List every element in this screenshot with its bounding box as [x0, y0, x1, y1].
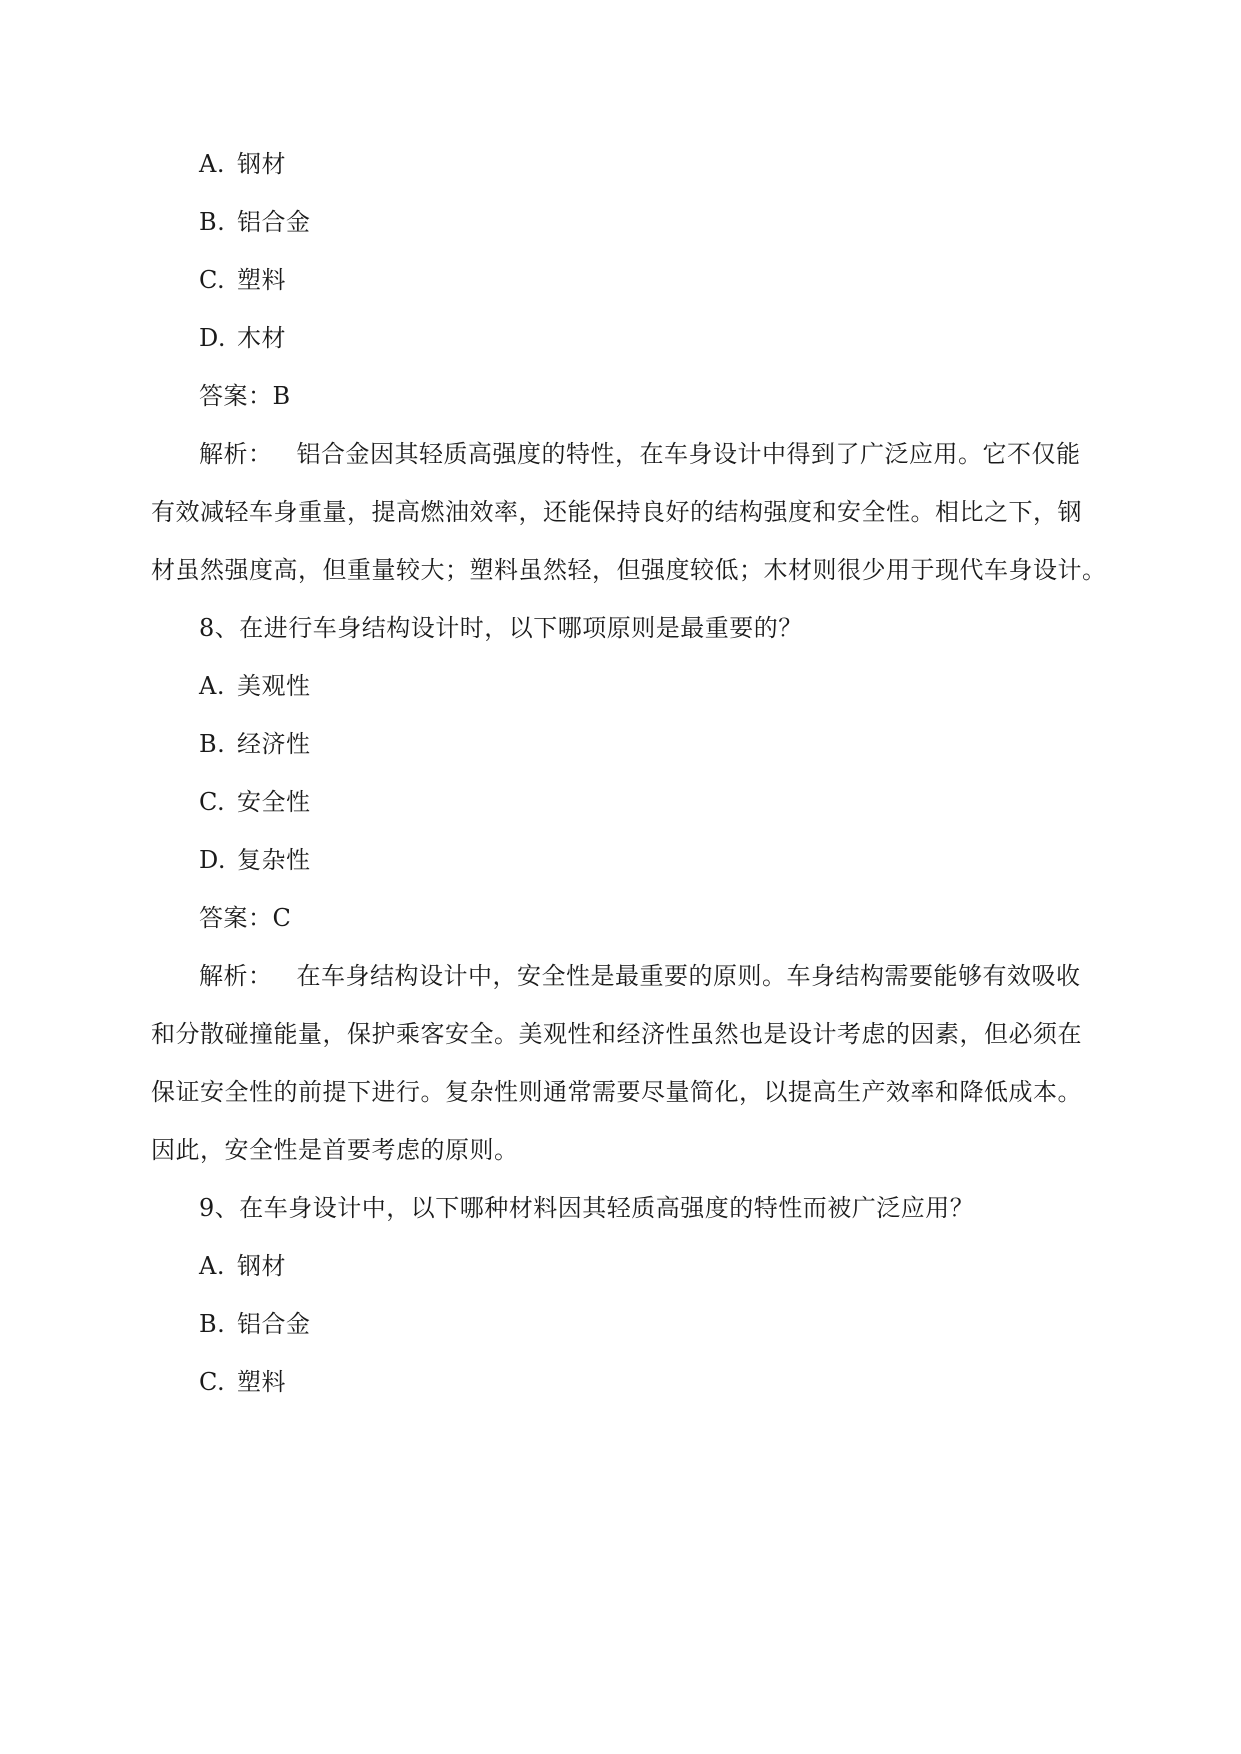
q7-answer: 答案：B — [199, 382, 291, 410]
option-letter: C. — [199, 1368, 226, 1396]
analysis-text: 在车身结构设计中，安全性是最重要的原则。车身结构需要能够有效吸收 — [296, 962, 1081, 990]
q9-option-c — [199, 1366, 286, 1398]
q8-analysis-line-4: 因此，安全性是首要考虑的原则。 — [151, 1136, 519, 1164]
q9-option-a — [199, 1250, 286, 1282]
option-text: 钢材 — [237, 150, 286, 178]
option-letter: A. — [199, 1252, 225, 1280]
q7-option-a — [199, 148, 286, 180]
q8-answer: 答案：C — [199, 904, 292, 932]
q8-analysis-line-3: 保证安全性的前提下进行。复杂性则通常需要尽量简化，以提高生产效率和降低成本。 — [151, 1078, 1082, 1106]
option-text: 塑料 — [237, 266, 286, 294]
q8-analysis-line-1 — [199, 960, 1081, 992]
q8-analysis-line-2: 和分散碰撞能量，保护乘客安全。美观性和经济性虽然也是设计考虑的因素，但必须在 — [151, 1020, 1082, 1048]
option-letter: B. — [199, 208, 226, 236]
analysis-label: 解析： — [199, 962, 273, 990]
q8-option-d — [199, 844, 311, 876]
option-text: 钢材 — [237, 1252, 286, 1280]
option-letter: C. — [199, 266, 226, 294]
q8-option-a — [199, 670, 311, 702]
option-letter: A. — [199, 672, 225, 700]
option-letter: B. — [199, 730, 226, 758]
option-letter: D. — [199, 324, 227, 352]
q7-analysis-line-1 — [199, 438, 1081, 470]
q7-option-d — [199, 322, 286, 354]
q9-option-b — [199, 1308, 311, 1340]
option-text: 铝合金 — [237, 1310, 311, 1338]
q8-option-c — [199, 786, 311, 818]
q8-option-b — [199, 728, 311, 760]
option-text: 铝合金 — [237, 208, 311, 236]
option-text: 美观性 — [237, 672, 311, 700]
analysis-label: 解析： — [199, 440, 273, 468]
option-letter: D. — [199, 846, 227, 874]
option-text: 塑料 — [237, 1368, 286, 1396]
q7-option-b — [199, 206, 311, 238]
q7-analysis-line-3: 材虽然强度高，但重量较大；塑料虽然轻，但强度较低；木材则很少用于现代车身设计。 — [151, 556, 1107, 584]
option-text: 复杂性 — [237, 846, 311, 874]
option-letter: B. — [199, 1310, 226, 1338]
option-letter: C. — [199, 788, 226, 816]
q9-question: 9、在车身设计中，以下哪种材料因其轻质高强度的特性而被广泛应用？ — [199, 1194, 975, 1222]
option-text: 安全性 — [237, 788, 311, 816]
option-letter: A. — [199, 150, 225, 178]
q7-analysis-line-2: 有效减轻车身重量，提高燃油效率，还能保持良好的结构强度和安全性。相比之下，钢 — [151, 498, 1082, 526]
q8-question: 8、在进行车身结构设计时，以下哪项原则是最重要的？ — [199, 614, 803, 642]
option-text: 经济性 — [237, 730, 311, 758]
q7-option-c — [199, 264, 286, 296]
analysis-text: 铝合金因其轻质高强度的特性，在车身设计中得到了广泛应用。它不仅能 — [296, 440, 1081, 468]
option-text: 木材 — [237, 324, 286, 352]
